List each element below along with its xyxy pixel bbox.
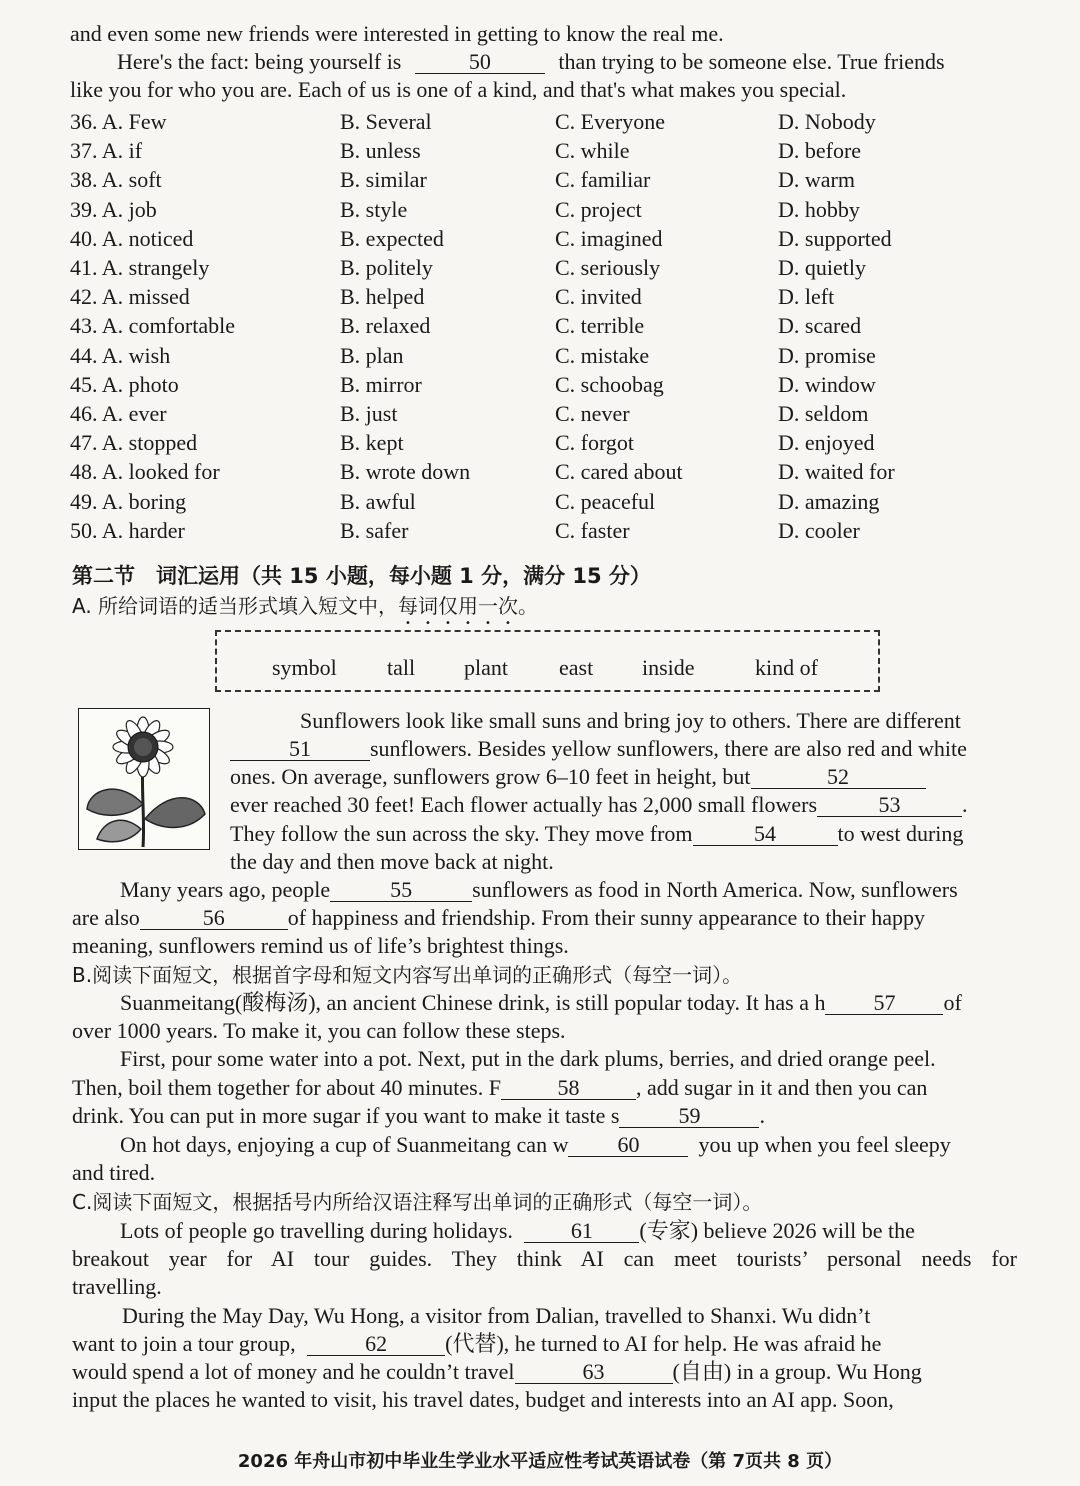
option-a[interactable]: 40. A. noticed (70, 225, 194, 251)
option-c[interactable]: C. invited (555, 284, 642, 310)
passage-line: like you for who you are. Each of us is one of a kind, and that's what makes you special. (70, 77, 847, 102)
option-b[interactable]: B. similar (340, 167, 427, 193)
option-a[interactable]: 36. A. Few (70, 109, 167, 134)
option-b[interactable]: B. unless (340, 138, 421, 164)
option-b[interactable]: B. expected (340, 225, 444, 251)
blank-58[interactable]: 58 (501, 1077, 636, 1100)
option-c[interactable]: C. Everyone (555, 109, 665, 134)
blank-56[interactable]: 56 (140, 907, 288, 930)
option-d[interactable]: D. enjoyed (778, 430, 875, 456)
blank-63[interactable]: 63 (515, 1361, 673, 1384)
part-b-instruction: B.阅读下面短文，根据首字母和短文内容写出单词的正确形式（每空一词）。 (72, 963, 743, 987)
passage-line: First, pour some water into a pot. Next, put in the dark plums, berries, and dried orange peel. (120, 1046, 936, 1071)
passage-line: input the places he wanted to visit, his travel dates, budget and interests into an AI app. Soon, (72, 1387, 894, 1412)
option-c[interactable]: C. terrible (555, 313, 645, 339)
passage-line: Sunflowers look like small suns and bring joy to others. There are different (300, 708, 961, 733)
option-b[interactable]: B. just (340, 401, 398, 426)
option-d[interactable]: D. supported (778, 225, 892, 251)
option-b[interactable]: B. Several (340, 109, 432, 134)
option-d[interactable]: D. before (778, 138, 862, 164)
option-d[interactable]: D. seldom (778, 401, 869, 426)
section-title: 第二节 词汇运用（共 15 小题，每小题 1 分，满分 15 分） (72, 564, 651, 588)
option-c[interactable]: C. peaceful (555, 488, 656, 514)
option-d[interactable]: D. scared (778, 313, 862, 339)
passage-line: the day and then move back at night. (230, 849, 554, 874)
passage-line: are also 56 of happiness and friendship. From their sunny appearance to their happy (72, 905, 926, 930)
blank-55[interactable]: 55 (330, 879, 472, 902)
passage-line: ever reached 30 feet! Each flower actually has 2,000 small flowers 53 . (230, 792, 968, 817)
option-a[interactable]: 41. A. strangely (70, 255, 210, 280)
blank-59[interactable]: 59 (619, 1105, 759, 1128)
blank-57[interactable]: 57 (825, 992, 943, 1015)
option-a[interactable]: 39. A. job (70, 196, 157, 222)
passage-line: Lots of people go travelling during holidays. 61 (专家) believe 2026 will be the (120, 1218, 915, 1243)
option-a[interactable]: 47. A. stopped (70, 430, 198, 456)
passage-line: On hot days, enjoying a cup of Suanmeitang can w 60 you up when you feel sleepy (120, 1132, 951, 1157)
passage-line: meaning, sunflowers remind us of life’s brightest things. (72, 933, 569, 958)
word-bank-item: plant (464, 655, 508, 680)
passage-line: Here's the fact: being yourself is 50 than trying to be someone else. True friends (117, 49, 945, 74)
part-c-instruction: C.阅读下面短文，根据括号内所给汉语注释写出单词的正确形式（每空一词）。 (72, 1190, 763, 1214)
option-b[interactable]: B. politely (340, 255, 433, 280)
option-c[interactable]: C. while (555, 138, 630, 164)
option-a[interactable]: 37. A. if (70, 138, 143, 164)
passage-line: They follow the sun across the sky. They move from 54 to west during (230, 821, 964, 846)
option-a[interactable]: 49. A. boring (70, 488, 187, 514)
option-c[interactable]: C. forgot (555, 430, 635, 456)
passage-line: want to join a tour group, 62 (代替), he turned to AI for help. He was afraid he (72, 1331, 882, 1356)
blank-61[interactable]: 61 (524, 1220, 639, 1243)
option-a[interactable]: 50. A. harder (70, 517, 185, 543)
passage-line: travelling. (72, 1274, 162, 1299)
option-b[interactable]: B. wrote down (340, 459, 471, 485)
sunflower-illustration (78, 708, 210, 850)
option-d[interactable]: D. amazing (778, 488, 880, 514)
passage-line: 51 sunflowers. Besides yellow sunflowers, there are also red and white (230, 735, 967, 764)
option-c[interactable]: C. imagined (555, 225, 663, 251)
passage-line: breakout year for AI tour guides. They think AI can meet tourists’ personal needs for (72, 1246, 1017, 1271)
option-b[interactable]: B. awful (340, 488, 416, 514)
passage-line: and tired. (72, 1160, 156, 1185)
blank-50[interactable]: 50 (415, 51, 545, 74)
option-c[interactable]: C. never (555, 401, 630, 426)
option-d[interactable]: D. window (778, 371, 876, 397)
option-a[interactable]: 38. A. soft (70, 167, 162, 193)
blank-60[interactable]: 60 (568, 1134, 688, 1157)
blank-53[interactable]: 53 (817, 794, 962, 817)
page-footer: 2026 年舟山市初中毕业生学业水平适应性考试英语试卷（第 7页共 8 页） (237, 1451, 843, 1472)
option-a[interactable]: 45. A. photo (70, 371, 179, 397)
passage-line: ones. On average, sunflowers grow 6–10 feet in height, but 52 (230, 763, 926, 792)
option-c[interactable]: C. faster (555, 517, 630, 543)
passage-line: Then, boil them together for about 40 minutes. F 58 , add sugar in it and then you can (72, 1075, 928, 1100)
option-b[interactable]: B. kept (340, 430, 404, 456)
option-c[interactable]: C. familiar (555, 167, 651, 193)
option-a[interactable]: 43. A. comfortable (70, 313, 235, 339)
passage-line: During the May Day, Wu Hong, a visitor from Dalian, travelled to Shanxi. Wu didn’t (122, 1303, 871, 1328)
option-d[interactable]: D. left (778, 284, 835, 310)
option-d[interactable]: D. warm (778, 167, 855, 193)
word-bank-item: inside (642, 655, 695, 680)
option-c[interactable]: C. project (555, 196, 642, 222)
option-a[interactable]: 48. A. looked for (70, 459, 220, 485)
word-bank-item: symbol (272, 655, 337, 680)
option-d[interactable]: D. Nobody (778, 109, 876, 134)
passage-line: and even some new friends were interested in getting to know the real me. (70, 21, 724, 46)
blank-62[interactable]: 62 (307, 1333, 445, 1356)
option-b[interactable]: B. plan (340, 342, 404, 368)
option-d[interactable]: D. hobby (778, 196, 860, 222)
option-b[interactable]: B. safer (340, 517, 409, 543)
passage-line: Suanmeitang(酸梅汤), an ancient Chinese drink, is still popular today. It has a h 57 of (120, 990, 962, 1015)
option-b[interactable]: B. helped (340, 284, 425, 310)
word-bank-item: kind of (755, 655, 818, 680)
option-b[interactable]: B. mirror (340, 371, 422, 397)
word-bank-item: tall (387, 655, 416, 680)
passage-line: over 1000 years. To make it, you can follow these steps. (72, 1018, 566, 1043)
blank-51[interactable]: 51 (230, 738, 370, 761)
option-b[interactable]: B. relaxed (340, 313, 431, 339)
option-b[interactable]: B. style (340, 196, 408, 222)
option-c[interactable]: C. cared about (555, 459, 683, 485)
word-bank-box (215, 630, 880, 692)
option-d[interactable]: D. promise (778, 342, 876, 368)
blank-54[interactable]: 54 (693, 823, 838, 846)
part-a-instruction: A. 所给词语的适当形式填入短文中，每词仅用一次。 (72, 594, 539, 618)
passage-line: would spend a lot of money and he couldn’t travel 63 (自由) in a group. Wu Hong (72, 1359, 922, 1384)
option-a[interactable]: 46. A. ever (70, 401, 167, 426)
passage-line: drink. You can put in more sugar if you want to make it taste s 59 . (72, 1103, 765, 1128)
option-c[interactable]: C. mistake (555, 342, 650, 368)
sunflower-icon (79, 709, 208, 848)
option-d[interactable]: D. cooler (778, 517, 860, 543)
option-c[interactable]: C. schoobag (555, 371, 664, 397)
option-a[interactable]: 44. A. wish (70, 342, 171, 368)
blank-52[interactable]: 52 (751, 766, 926, 789)
passage-line: Many years ago, people 55 sunflowers as food in North America. Now, sunflowers (120, 877, 958, 902)
word-bank-item: east (559, 655, 594, 680)
option-d[interactable]: D. waited for (778, 459, 895, 485)
option-a[interactable]: 42. A. missed (70, 284, 190, 310)
option-c[interactable]: C. seriously (555, 255, 661, 280)
option-d[interactable]: D. quietly (778, 255, 866, 280)
